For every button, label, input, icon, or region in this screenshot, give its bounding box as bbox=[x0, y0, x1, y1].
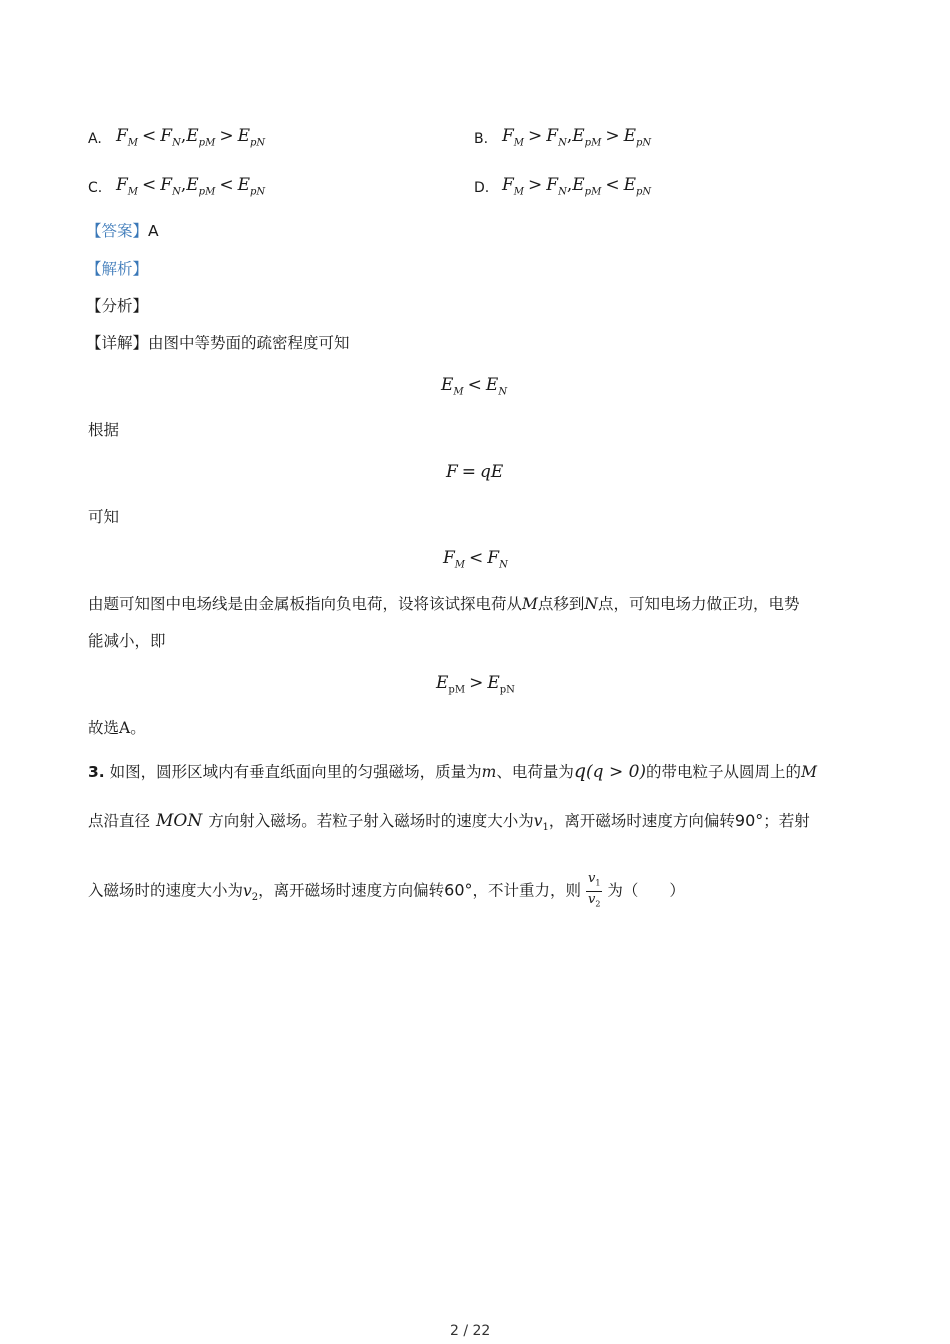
q3-m: m bbox=[481, 763, 497, 781]
equation-f-qe: F = qE bbox=[446, 462, 504, 482]
conclusion-text: 故选 bbox=[88, 719, 120, 737]
q3-l3d: 为（ ） bbox=[607, 881, 685, 900]
answer-line bbox=[86, 220, 159, 242]
kezhi-text: 可知 bbox=[88, 508, 120, 526]
conclusion-A: A bbox=[119, 719, 131, 737]
detail-paragraph-line2: 能减小，即 bbox=[88, 632, 166, 650]
q3-q-cond: (q > 0) bbox=[586, 762, 647, 782]
equation-fm-fn: $F_M < F_N$ bbox=[443, 548, 508, 571]
q3-MON: MON bbox=[156, 811, 203, 831]
q3-q: q bbox=[573, 760, 587, 782]
option-a-formula: $F_M < F_N,E_{pM} > E_{pN}$ bbox=[116, 126, 266, 149]
question3-number: 3. bbox=[88, 763, 105, 781]
q3-l2b: 方向射入磁场。若粒子射入磁场时的速度大小为 bbox=[208, 812, 534, 830]
q3-v1: v bbox=[533, 812, 543, 830]
para1-N: N bbox=[584, 595, 598, 613]
ratio-v1-v2: $\frac{v_1}{v_2}$ bbox=[587, 871, 601, 909]
para1-text: 由题可知图中电场线是由金属板指向负电荷，设将该试探电荷从 bbox=[88, 595, 523, 613]
question3-line3: 入磁场时的速度大小为$v_2$，离开磁场时速度方向偏转60°，不计重力，则 $\frac{v_1}{v_2}$ 为（ ） bbox=[88, 871, 685, 911]
q3-deg90: 90° bbox=[734, 811, 764, 830]
genju-text: 根据 bbox=[88, 421, 120, 439]
q3-l2d: ；若射 bbox=[763, 812, 810, 830]
detail-paragraph-line1 bbox=[88, 593, 799, 615]
para1-end: 点，可知电场力做正功，电势 bbox=[597, 595, 800, 613]
conclusion-line bbox=[88, 717, 146, 739]
fenxi-tag: 【分析】 bbox=[86, 297, 149, 315]
q3-l1a: 如图，圆形区域内有垂直纸面向里的匀强磁场，质量为 bbox=[109, 763, 482, 781]
q3-v2: v bbox=[243, 881, 252, 900]
analysis-tag: 【解析】 bbox=[86, 260, 149, 278]
q3-M: M bbox=[801, 763, 817, 781]
option-d-label: D. bbox=[474, 180, 490, 196]
q3-l1c: 的带电粒子从圆周上的 bbox=[646, 763, 802, 781]
q3-l1b: 、电荷量为 bbox=[496, 763, 574, 781]
detail-line bbox=[86, 332, 350, 354]
q3-l2a: 点沿直径 bbox=[88, 812, 151, 830]
equation-em-en: $E_M < E_N$ bbox=[441, 375, 508, 398]
option-a-label: A. bbox=[88, 131, 102, 147]
option-c-label: C. bbox=[88, 180, 103, 196]
answer-tag: 【答案】 bbox=[86, 222, 149, 240]
option-c-formula: $F_M < F_N,E_{pM} < E_{pN}$ bbox=[116, 175, 266, 198]
q3-l3c: ，不计重力，则 bbox=[472, 881, 582, 900]
question3-line1 bbox=[88, 760, 817, 783]
question3-line2: 点沿直径 MON 方向射入磁场。若粒子射入磁场时的速度大小为$v_1$，离开磁场时速度方向偏转90°；若射 bbox=[88, 811, 810, 834]
option-b-label: B. bbox=[474, 131, 489, 147]
q3-l3b: ，离开磁场时速度方向偏转 bbox=[258, 881, 445, 900]
option-b-formula: $F_M > F_N,E_{pM} > E_{pN}$ bbox=[502, 126, 652, 149]
para1-mid: 点移到 bbox=[537, 595, 585, 613]
q3-deg60: 60° bbox=[444, 880, 473, 900]
detail-intro: 由图中等势面的疏密程度可知 bbox=[148, 334, 350, 352]
detail-tag: 【详解】 bbox=[86, 334, 149, 352]
option-d-formula: $F_M > F_N,E_{pM} < E_{pN}$ bbox=[502, 175, 652, 198]
q3-l2c: ，离开磁场时速度方向偏转 bbox=[548, 812, 735, 830]
conclusion-end: 。 bbox=[130, 719, 146, 737]
para1-M: M bbox=[522, 595, 538, 613]
equation-epm-epn: $E_{pM} > E_{pN}$ bbox=[436, 673, 515, 696]
q3-l3a: 入磁场时的速度大小为 bbox=[88, 881, 244, 900]
answer-value: A bbox=[148, 222, 159, 240]
page-number: 2 / 22 bbox=[450, 1323, 491, 1339]
